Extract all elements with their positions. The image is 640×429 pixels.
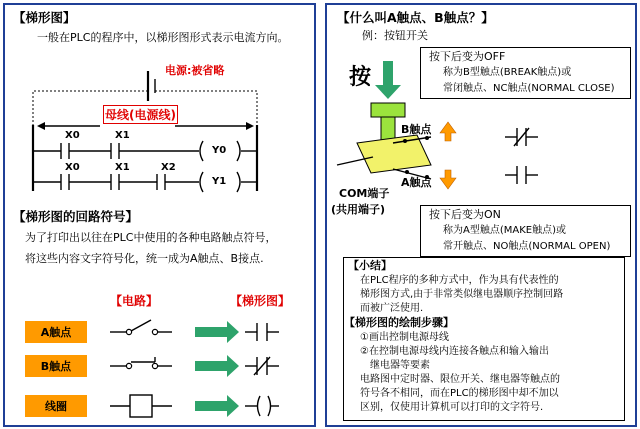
switch-body [357, 135, 431, 173]
ab-contact-panel [325, 3, 637, 427]
step-line5: 符号各不相同，而在PLC的梯形图中却不加以 [360, 388, 559, 399]
on-line2: 称为A型触点(MAKE触点)或 [443, 225, 566, 236]
step-line3: 继电器等要素 [360, 360, 430, 371]
b-contact-label: B触点 [25, 355, 87, 377]
com-terminal-sub-label: (共用端子) [331, 203, 386, 216]
rung2-contact1-label: X0 [65, 162, 80, 173]
step-line2: ②在控制电源母线内连接各触点和输入输出 [360, 346, 549, 357]
off-line3: 常闭触点、NC触点(NORMAL CLOSE) [443, 83, 615, 94]
rung1-coil-label: Y0 [212, 145, 227, 156]
circuit-column-title: 【电路】 [110, 294, 159, 308]
on-line3: 常开触点、NO触点(NORMAL OPEN) [443, 241, 611, 252]
off-line1: 按下后变为OFF [429, 50, 506, 63]
rung1-contact2-label: X1 [115, 130, 130, 141]
com-terminal-label: COM端子 [339, 187, 390, 200]
symbols-title: 【梯形图的回路符号】 [13, 209, 139, 224]
on-explanation-box [420, 205, 631, 257]
a-down-arrow-icon [440, 170, 456, 189]
a-contact-label: A触点 [401, 176, 432, 189]
summary-title: 【小结】 [348, 259, 392, 272]
b-contact-circuit-symbol [110, 357, 172, 369]
rung1-contact1-label: X0 [65, 130, 80, 141]
coil-label: 线圈 [25, 395, 87, 417]
summary-line1: 在PLC程序的多种方式中，作为具有代表性的 [360, 275, 559, 286]
symbols-desc-line1: 为了打印出以往在PLC中使用的各种电路触点符号， [25, 231, 277, 244]
press-label: 按 [349, 65, 372, 90]
rung2-contact2-label: X1 [115, 162, 130, 173]
step-line6: 区别，仅使用计算机可以打印的文字符号. [360, 402, 544, 413]
b-up-arrow-icon [440, 122, 456, 141]
off-line2: 称为B型触点(BREAK触点)或 [443, 67, 572, 78]
ladder-column-title: 【梯形图】 [230, 294, 291, 308]
summary-line3: 而被广泛使用. [360, 303, 424, 314]
button-cap [371, 103, 405, 117]
rung2-coil-label: Y1 [212, 176, 227, 187]
on-line1: 按下后变为ON [429, 208, 501, 221]
step-line1: ①画出控制电源母线 [360, 332, 449, 343]
arrow-icon [195, 321, 239, 417]
example-label: 例：按钮开关 [362, 29, 428, 42]
step-line4: 电路图中定时器、限位开关、继电器等触点的 [360, 374, 560, 385]
a-contact-ladder-symbol [245, 323, 279, 341]
ladder-diagram-panel [3, 3, 316, 427]
coil-circuit-symbol [110, 395, 172, 417]
summary-line2: 梯形图方式,由于非常类似继电器顺序控制回路 [360, 289, 564, 300]
ladder-intro: 一般在PLC的程序中，以梯形图形式表示电流方向。 [37, 31, 289, 44]
ab-contact-title: 【什么叫A触点、B触点？】 [337, 10, 494, 25]
coil-ladder-symbol [245, 396, 279, 416]
symbols-desc-line2: 将这些内容文字符号化，统一成为A触点、B接点. [25, 252, 264, 265]
press-arrow-icon [375, 61, 401, 99]
ladder-title: 【梯形图】 [13, 10, 76, 25]
power-omitted-label: 电源:被省略 [165, 64, 225, 77]
rung2-contact3-label: X2 [161, 162, 176, 173]
a-contact-circuit-symbol [110, 320, 172, 335]
summary-box [343, 257, 625, 421]
b-contact-label: B触点 [401, 123, 432, 136]
bus-label: 母线(电源线) [105, 108, 176, 122]
pushbutton-diagram [327, 5, 639, 205]
b-contact-ladder-symbol [245, 357, 279, 375]
steps-title: 【梯形图的绘制步骤】 [344, 316, 454, 329]
symbol-table-graphics [5, 5, 318, 429]
a-contact-label: A触点 [25, 321, 87, 343]
